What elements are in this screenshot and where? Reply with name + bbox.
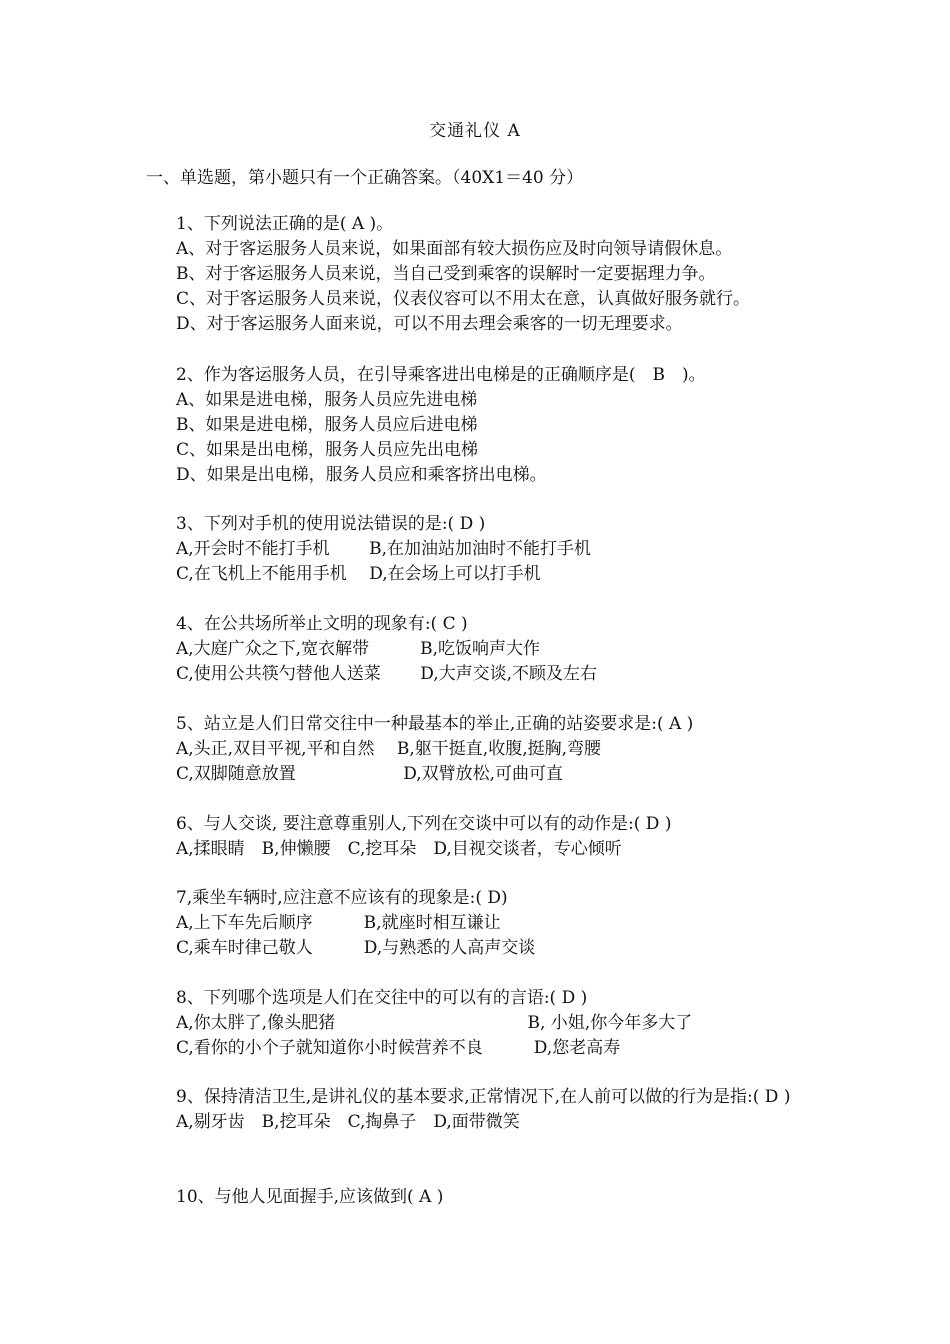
question-stem: 2、作为客运服务人员，在引导乘客进出电梯是的正确顺序是( B )。	[176, 365, 706, 385]
question-4	[146, 612, 826, 687]
option-line: B、对于客运服务人员来说，当自己受到乘客的误解时一定要据理力争。	[176, 264, 716, 284]
option-line: C,使用公共筷勺替他人送菜 D,大声交谈,不顾及左右	[176, 664, 598, 684]
option-line: C、对于客运服务人员来说，仪表仪容可以不用太在意，认真做好服务就行。	[176, 289, 751, 309]
question-stem: 10、与他人见面握手,应该做到( A )	[176, 1187, 444, 1207]
question-6	[146, 812, 826, 862]
document-title: 交通礼仪 A	[429, 121, 521, 141]
option-line: C,乘车时律己敬人 D,与熟悉的人高声交谈	[176, 938, 536, 958]
question-stem: 5、站立是人们日常交往中一种最基本的举止,正确的站姿要求是:( A )	[176, 714, 694, 734]
option-line: A,开会时不能打手机 B,在加油站加油时不能打手机	[176, 539, 591, 559]
question-2	[146, 363, 826, 488]
section-heading: 一、单选题，第小题只有一个正确答案。（40X1＝40 分）	[146, 168, 584, 188]
question-stem: 9、保持清洁卫生,是讲礼仪的基本要求,正常情况下,在人前可以做的行为是指:( D )	[176, 1087, 791, 1107]
option-line: A,你太胖了,像头肥猪 B, 小姐,你今年多大了	[176, 1013, 693, 1033]
question-7	[146, 886, 826, 961]
option-line: B、如果是进电梯，服务人员应后进电梯	[176, 415, 478, 435]
question-stem: 8、下列哪个选项是人们在交往中的可以有的言语:( D )	[176, 988, 588, 1008]
option-line: A,剔牙齿 B,挖耳朵 C,掏鼻子 D,面带微笑	[176, 1112, 520, 1132]
question-3	[146, 512, 826, 587]
option-line: C,在飞机上不能用手机 D,在会场上可以打手机	[176, 564, 541, 584]
question-stem: 3、下列对手机的使用说法错误的是:( D )	[176, 514, 486, 534]
option-line: A,大庭广众之下,宽衣解带 B,吃饭响声大作	[176, 639, 540, 659]
question-1	[146, 212, 826, 337]
option-line: A、如果是进电梯，服务人员应先进电梯	[176, 390, 478, 410]
option-line: A,揉眼睛 B,伸懒腰 C,挖耳朵 D,目视交谈者，专心倾听	[176, 839, 622, 859]
option-line: D、如果是出电梯，服务人员应和乘客挤出电梯。	[176, 465, 547, 485]
question-8	[146, 986, 826, 1061]
question-stem: 4、在公共场所举止文明的现象有:( C )	[176, 614, 468, 634]
option-line: A、对于客运服务人员来说，如果面部有较大损伤应及时向领导请假休息。	[176, 239, 733, 259]
option-line: D、对于客运服务人面来说，可以不用去理会乘客的一切无理要求。	[176, 314, 683, 334]
question-10	[146, 1185, 826, 1210]
option-line: C、如果是出电梯，服务人员应先出电梯	[176, 440, 479, 460]
question-5	[146, 712, 826, 787]
question-9	[146, 1085, 826, 1135]
question-stem: 7,乘坐车辆时,应注意不应该有的现象是:( D)	[176, 888, 508, 908]
option-line: C,看你的小个子就知道你小时候营养不良 D,您老高寿	[176, 1038, 621, 1058]
question-stem: 6、与人交谈, 要注意尊重别人,下列在交谈中可以有的动作是:( D )	[176, 814, 672, 834]
option-line: C,双脚随意放置 D,双臂放松,可曲可直	[176, 764, 564, 784]
question-stem: 1、下列说法正确的是( A )。	[176, 214, 394, 234]
option-line: A,头正,双目平视,平和自然 B,躯干挺直,收腹,挺胸,弯腰	[176, 739, 601, 759]
option-line: A,上下车先后顺序 B,就座时相互谦让	[176, 913, 501, 933]
